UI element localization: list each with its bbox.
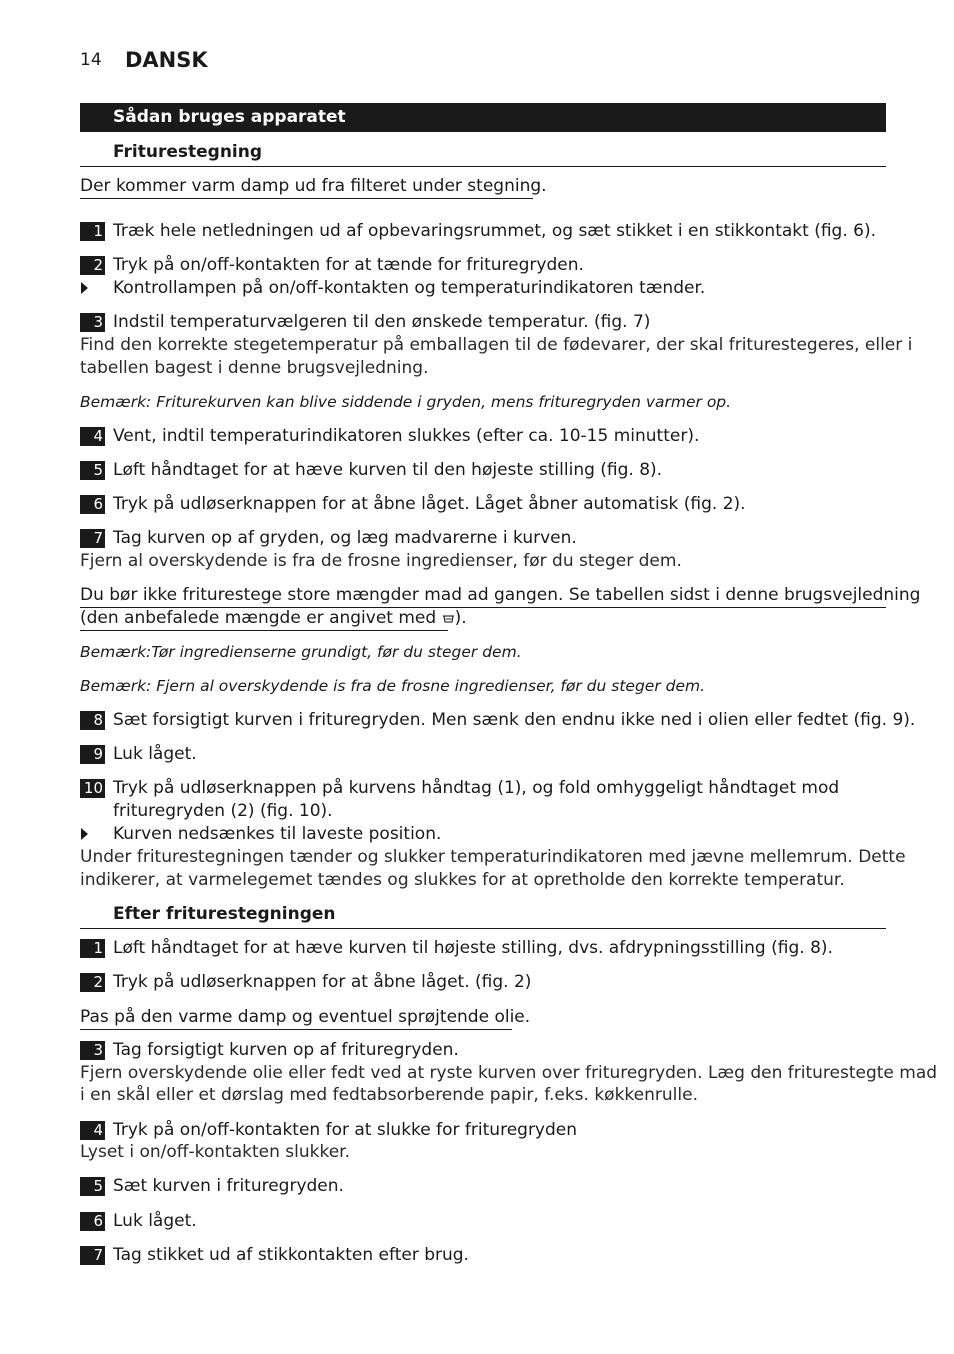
- step-text: Løft håndtaget for at hæve kurven til højeste stilling, dvs. afdrypningsstilling (fig. 8).: [113, 938, 833, 958]
- step-number: 7: [80, 1246, 105, 1265]
- paragraph-line: indikerer, at varmelegemet tændes og slukkes for at opretholde den korrekte temperatur.: [80, 870, 845, 890]
- step-number: 5: [80, 461, 105, 480]
- step-text: Tag kurven op af gryden, og læg madvarerne i kurven.: [113, 528, 577, 548]
- warning-text: Der kommer varm damp ud fra filteret under stegning.: [80, 176, 547, 196]
- paragraph-line: i en skål eller et dørslag med fedtabsorberende papir, f.eks. køkkenrulle.: [80, 1085, 698, 1105]
- step-text: Tryk på udløserknappen på kurvens håndtag (1), og fold omhyggeligt håndtaget mod: [113, 778, 840, 798]
- step-text: Luk låget.: [113, 744, 197, 764]
- warning-text-part: (den anbefalede mængde er angivet med: [80, 608, 442, 628]
- step-text: Tag forsigtigt kurven op af frituregryden.: [113, 1040, 459, 1060]
- note-text: Bemærk:Tør ingredienserne grundigt, før du steger dem.: [80, 643, 522, 661]
- step-text: Indstil temperaturvælgeren til den ønskede temperatur. (fig. 7): [113, 312, 651, 332]
- paragraph-line: Fjern overskydende olie eller fedt ved at ryste kurven over frituregryden. Læg den friturestegte mad: [80, 1063, 938, 1083]
- step-number: 7: [80, 529, 105, 548]
- subheading-rule: [80, 166, 886, 167]
- step-text: Tryk på on/off-kontakten for at tænde for frituregryden.: [113, 255, 584, 275]
- step-number: 2: [80, 256, 105, 275]
- warning-underline: [80, 630, 448, 631]
- step-number: 8: [80, 711, 105, 730]
- step-text: Sæt forsigtigt kurven i frituregryden. Men sænk den endnu ikke ned i olien eller fedtet (fig. 9).: [113, 710, 916, 730]
- step-text: Tryk på udløserknappen for at åbne låget. Låget åbner automatisk (fig. 2).: [113, 494, 746, 514]
- pot-icon: [442, 608, 455, 620]
- bullet-icon: [81, 282, 88, 294]
- subheading-rule: [80, 928, 886, 929]
- subheading-friturestegning: Friturestegning: [113, 142, 263, 162]
- step-number: 1: [80, 222, 105, 241]
- step-text: Tryk på udløserknappen for at åbne låget. (fig. 2): [113, 972, 532, 992]
- step-text: Luk låget.: [113, 1211, 197, 1231]
- step-number: 4: [80, 427, 105, 446]
- step-number: 6: [80, 1212, 105, 1231]
- step-number: 10: [80, 779, 105, 798]
- section-title: Sådan bruges apparatet: [113, 107, 346, 127]
- step-text: Løft håndtaget for at hæve kurven til den højeste stilling (fig. 8).: [113, 460, 663, 480]
- paragraph-line: Find den korrekte stegetemperatur på emballagen til de fødevarer, der skal friturestegeres, eller i: [80, 335, 913, 355]
- bullet-text: Kurven nedsænkes til laveste position.: [113, 824, 442, 844]
- step-text: frituregryden (2) (fig. 10).: [113, 801, 333, 821]
- step-number: 2: [80, 973, 105, 992]
- warning-underline: [80, 198, 533, 199]
- paragraph-line: Under friturestegningen tænder og slukker temperaturindikatoren med jævne mellemrum. Dette: [80, 847, 906, 867]
- paragraph-line: tabellen bagest i denne brugsvejledning.: [80, 358, 429, 378]
- subheading-efter-friturestegningen: Efter friturestegningen: [113, 904, 336, 924]
- step-number: 1: [80, 939, 105, 958]
- note-text: Bemærk: Friturekurven kan blive siddende i gryden, mens frituregryden varmer op.: [80, 393, 732, 411]
- step-text: Tryk på on/off-kontakten for at slukke for frituregryden: [113, 1120, 578, 1140]
- step-text: Vent, indtil temperaturindikatoren slukkes (efter ca. 10-15 minutter).: [113, 426, 700, 446]
- step-number: 4: [80, 1121, 105, 1140]
- paragraph-line: Lyset i on/off-kontakten slukker.: [80, 1142, 351, 1162]
- bullet-text: Kontrollampen på on/off-kontakten og temperaturindikatoren tænder.: [113, 278, 706, 298]
- page-number: 14: [80, 50, 102, 70]
- step-number: 3: [80, 1041, 105, 1060]
- section-title-bar: [80, 103, 886, 132]
- warning-text: [80, 607, 467, 630]
- warning-text-part: ).: [454, 608, 467, 628]
- step-number: 5: [80, 1177, 105, 1196]
- warning-text: Pas på den varme damp og eventuel sprøjtende olie.: [80, 1007, 531, 1027]
- bullet-icon: [81, 828, 88, 840]
- step-text: Træk hele netledningen ud af opbevaringsrummet, og sæt stikket i en stikkontakt (fig. 6).: [113, 221, 876, 241]
- warning-underline: [80, 1029, 512, 1030]
- language-heading: DANSK: [125, 48, 208, 72]
- step-number: 6: [80, 495, 105, 514]
- step-number: 3: [80, 313, 105, 332]
- step-number: 9: [80, 745, 105, 764]
- warning-text: Du bør ikke friturestege store mængder mad ad gangen. Se tabellen sidst i denne brugsvejledning: [80, 585, 921, 605]
- step-text: Tag stikket ud af stikkontakten efter brug.: [113, 1245, 469, 1265]
- paragraph-line: Fjern al overskydende is fra de frosne ingredienser, før du steger dem.: [80, 551, 682, 571]
- note-text: Bemærk: Fjern al overskydende is fra de frosne ingredienser, før du steger dem.: [80, 677, 706, 695]
- step-text: Sæt kurven i frituregryden.: [113, 1176, 344, 1196]
